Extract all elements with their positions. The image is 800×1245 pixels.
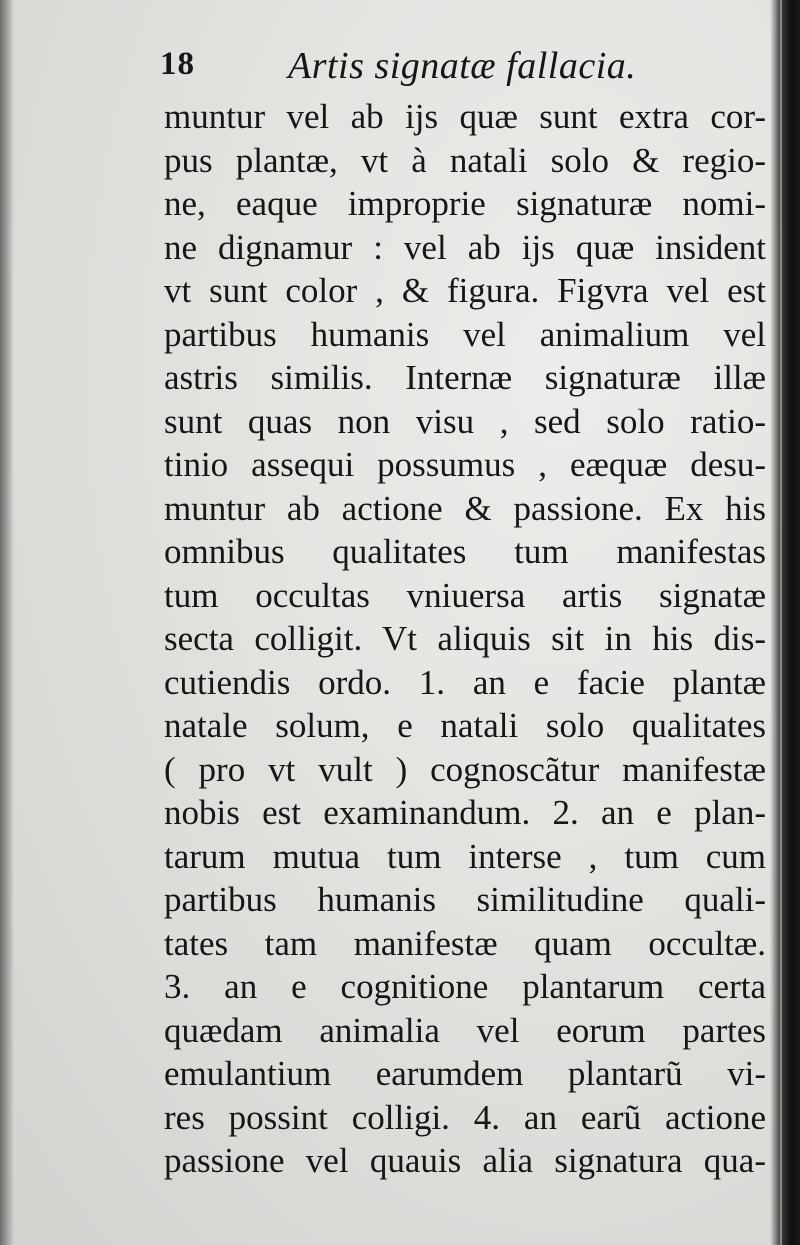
text-line: omnibus qualitates tum manifestas — [164, 532, 766, 571]
text-line: tarum mutua tum interse , tum cum — [164, 836, 766, 876]
text-line: tinio assequi possumus , eæquæ desu- — [164, 445, 766, 484]
text-line: natale solum, e natali solo qualitates — [164, 706, 766, 745]
text-line: vt sunt color , & figura. Figvra vel est — [164, 271, 766, 310]
text-line: secta colligit. Vt aliquis sit in his dis- — [164, 619, 766, 658]
text-line: emulantium earumdem plantarũ vi- — [164, 1054, 766, 1093]
text-line: passione vel quauis alia signatura qua- — [164, 1141, 766, 1180]
page-number: 18 — [160, 46, 195, 82]
text-line: ne, eaque improprie signaturæ nomi- — [164, 184, 766, 223]
text-line: partibus humanis vel animalium vel — [164, 314, 766, 354]
text-line: nobis est examinandum. 2. an e plan- — [164, 793, 766, 832]
text-line: 3. an e cognitione plantarum certa — [164, 967, 766, 1006]
text-line: tum occultas vniuersa artis signatæ — [164, 575, 766, 615]
text-line: cutiendis ordo. 1. an e facie plantæ — [164, 662, 766, 702]
text-line: partibus humanis similitudine quali- — [164, 880, 766, 919]
text-line: pus plantæ, vt à natali solo & regio- — [164, 140, 766, 180]
text-line: tates tam manifestæ quam occultæ. — [164, 923, 766, 963]
text-line: quædam animalia vel eorum partes — [164, 1010, 766, 1050]
body-text — [164, 95, 766, 1183]
text-line: sunt quas non visu , sed solo ratio- — [164, 401, 766, 441]
text-line: ( pro vt vult ) cognoscãtur manifestæ — [164, 749, 766, 789]
text-line: muntur ab actione & passione. Ex his — [164, 488, 766, 528]
running-head-title: Artis signatæ fallacia. — [288, 45, 637, 87]
text-line: astris similis. Internæ signaturæ illæ — [164, 358, 766, 397]
running-head — [160, 40, 760, 92]
page-edge-shadow — [770, 0, 800, 1245]
page-gutter-shadow — [0, 0, 14, 1245]
text-line: muntur vel ab ijs quæ sunt extra cor- — [164, 97, 766, 136]
text-line: res possint colligi. 4. an earũ actione — [164, 1097, 766, 1137]
text-line: ne dignamur : vel ab ijs quæ insident — [164, 227, 766, 267]
